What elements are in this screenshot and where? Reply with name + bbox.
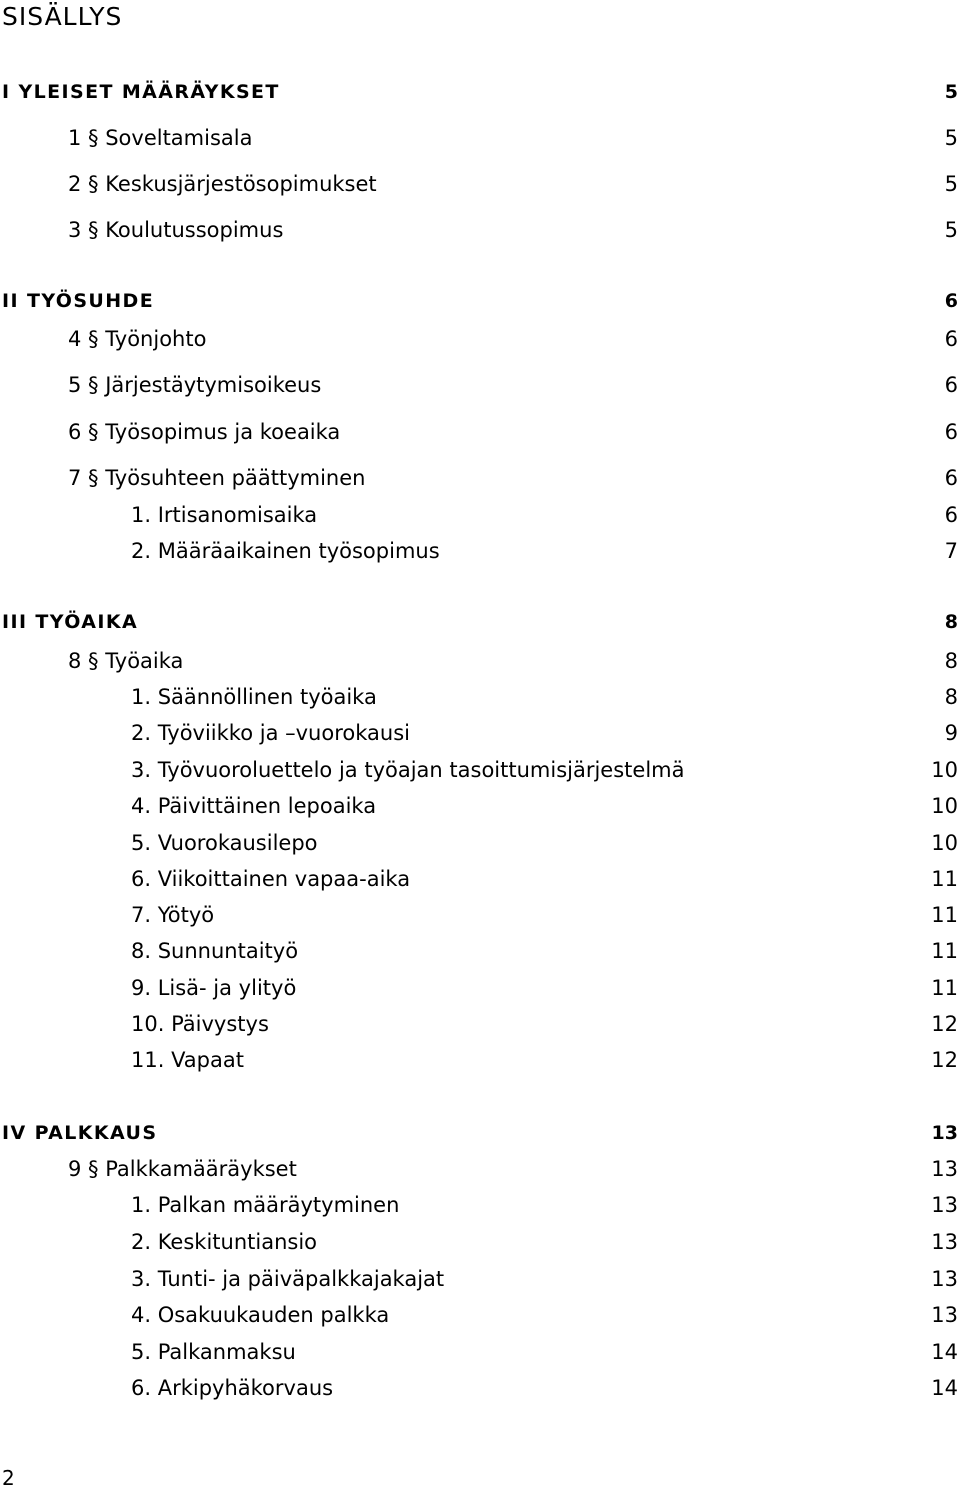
toc-entry-label: 11. Vapaat [131, 1048, 244, 1072]
toc-entry-row [0, 1045, 958, 1075]
toc-entry-label: I YLEISET MÄÄRÄYKSET [2, 81, 280, 103]
toc-entry-page-number: 12 [931, 1012, 958, 1036]
toc-entry-row [0, 1264, 958, 1294]
toc-entry-label: 3. Tunti- ja päiväpalkkajakajat [131, 1267, 445, 1291]
toc-entry-page-number: 13 [931, 1157, 958, 1181]
toc-entry-label: 10. Päivystys [131, 1012, 269, 1036]
toc-entry-page-number: 13 [931, 1303, 958, 1327]
toc-section-row [0, 77, 958, 107]
toc-entry-label: 8 § Työaika [68, 649, 184, 673]
toc-entry-page-number: 6 [944, 327, 958, 351]
toc-entry-label: IV PALKKAUS [2, 1122, 158, 1144]
toc-entry-page-number: 5 [944, 218, 958, 242]
toc-entry-label: 2 § Keskusjärjestösopimukset [68, 172, 377, 196]
toc-entry-row [0, 123, 958, 153]
toc-entry-page-number: 8 [944, 685, 958, 709]
toc-entry-row [0, 536, 958, 566]
toc-entry-label: 7. Yötyö [131, 903, 215, 927]
toc-section-row [0, 1118, 958, 1148]
toc-entry-row [0, 1227, 958, 1257]
toc-entry-page-number: 12 [931, 1048, 958, 1072]
toc-entry-page-number: 14 [931, 1376, 958, 1400]
toc-entry-page-number: 13 [931, 1267, 958, 1291]
toc-entry-row [0, 718, 958, 748]
toc-entry-row [0, 682, 958, 712]
toc-entry-row [0, 500, 958, 530]
toc-entry-label: 2. Määräaikainen työsopimus [131, 539, 440, 563]
toc-entry-page-number: 10 [931, 758, 958, 782]
toc-entry-page-number: 5 [944, 81, 958, 103]
toc-section-row [0, 607, 958, 637]
toc-entry-page-number: 7 [944, 539, 958, 563]
toc-entry-label: 5 § Järjestäytymisoikeus [68, 373, 322, 397]
toc-entry-label: 7 § Työsuhteen päättyminen [68, 466, 366, 490]
toc-entry-label: 1. Palkan määräytyminen [131, 1193, 400, 1217]
toc-entry-label: III TYÖAIKA [2, 611, 139, 633]
toc-entry-page-number: 9 [944, 721, 958, 745]
toc-entry-row [0, 864, 958, 894]
toc-entry-label: 4 § Työnjohto [68, 327, 207, 351]
toc-entry-row [0, 791, 958, 821]
toc-entry-page-number: 11 [931, 939, 958, 963]
toc-entry-row [0, 755, 958, 785]
toc-entry-page-number: 10 [931, 831, 958, 855]
toc-entry-row [0, 1337, 958, 1367]
toc-entry-page-number: 5 [944, 172, 958, 196]
toc-entry-row [0, 1009, 958, 1039]
toc-entry-page-number: 6 [944, 420, 958, 444]
toc-entry-label: 1. Irtisanomisaika [131, 503, 318, 527]
toc-entry-label: 2. Keskituntiansio [131, 1230, 318, 1254]
toc-entry-page-number: 11 [931, 976, 958, 1000]
toc-entry-row [0, 169, 958, 199]
toc-entry-row [0, 370, 958, 400]
toc-entry-label: 1. Säännöllinen työaika [131, 685, 377, 709]
toc-entry-row [0, 463, 958, 493]
toc-entry-row [0, 900, 958, 930]
toc-entry-label: 9. Lisä- ja ylityö [131, 976, 297, 1000]
toc-entry-row [0, 417, 958, 447]
toc-entry-label: II TYÖSUHDE [2, 290, 155, 312]
toc-entry-page-number: 13 [931, 1122, 958, 1144]
toc-section-row [0, 286, 958, 316]
toc-entry-label: 5. Palkanmaksu [131, 1340, 296, 1364]
page-number: 2 [2, 1466, 15, 1490]
toc-entry-row [0, 324, 958, 354]
toc-entry-row [0, 646, 958, 676]
toc-entry-label: 4. Osakuukauden palkka [131, 1303, 390, 1327]
toc-entry-label: 8. Sunnuntaityö [131, 939, 299, 963]
toc-entry-row [0, 973, 958, 1003]
toc-entry-label: 6. Arkipyhäkorvaus [131, 1376, 334, 1400]
toc-entry-page-number: 11 [931, 903, 958, 927]
toc-entry-page-number: 11 [931, 867, 958, 891]
toc-entry-page-number: 6 [944, 503, 958, 527]
toc-entry-page-number: 14 [931, 1340, 958, 1364]
toc-entry-label: 4. Päivittäinen lepoaika [131, 794, 377, 818]
toc-entry-page-number: 5 [944, 126, 958, 150]
toc-entry-row [0, 1373, 958, 1403]
toc-entry-label: 6 § Työsopimus ja koeaika [68, 420, 341, 444]
toc-title: SISÄLLYS [2, 2, 123, 31]
toc-entry-row [0, 1300, 958, 1330]
toc-entry-row [0, 936, 958, 966]
toc-entry-row [0, 828, 958, 858]
toc-entry-label: 6. Viikoittainen vapaa-aika [131, 867, 411, 891]
toc-entry-label: 1 § Soveltamisala [68, 126, 253, 150]
toc-entry-page-number: 8 [944, 649, 958, 673]
toc-entry-label: 9 § Palkkamääräykset [68, 1157, 297, 1181]
toc-entry-label: 2. Työviikko ja –vuorokausi [131, 721, 410, 745]
toc-entry-page-number: 10 [931, 794, 958, 818]
toc-entry-row [0, 215, 958, 245]
toc-entry-row [0, 1154, 958, 1184]
toc-entry-page-number: 13 [931, 1193, 958, 1217]
toc-entry-label: 3 § Koulutussopimus [68, 218, 284, 242]
toc-entry-page-number: 6 [944, 290, 958, 312]
toc-entry-label: 3. Työvuoroluettelo ja työajan tasoittumisjärjestelmä [131, 758, 685, 782]
toc-entry-page-number: 6 [944, 466, 958, 490]
toc-entry-label: 5. Vuorokausilepo [131, 831, 318, 855]
toc-entry-page-number: 8 [944, 611, 958, 633]
toc-entry-row [0, 1190, 958, 1220]
toc-entry-page-number: 13 [931, 1230, 958, 1254]
toc-entry-page-number: 6 [944, 373, 958, 397]
